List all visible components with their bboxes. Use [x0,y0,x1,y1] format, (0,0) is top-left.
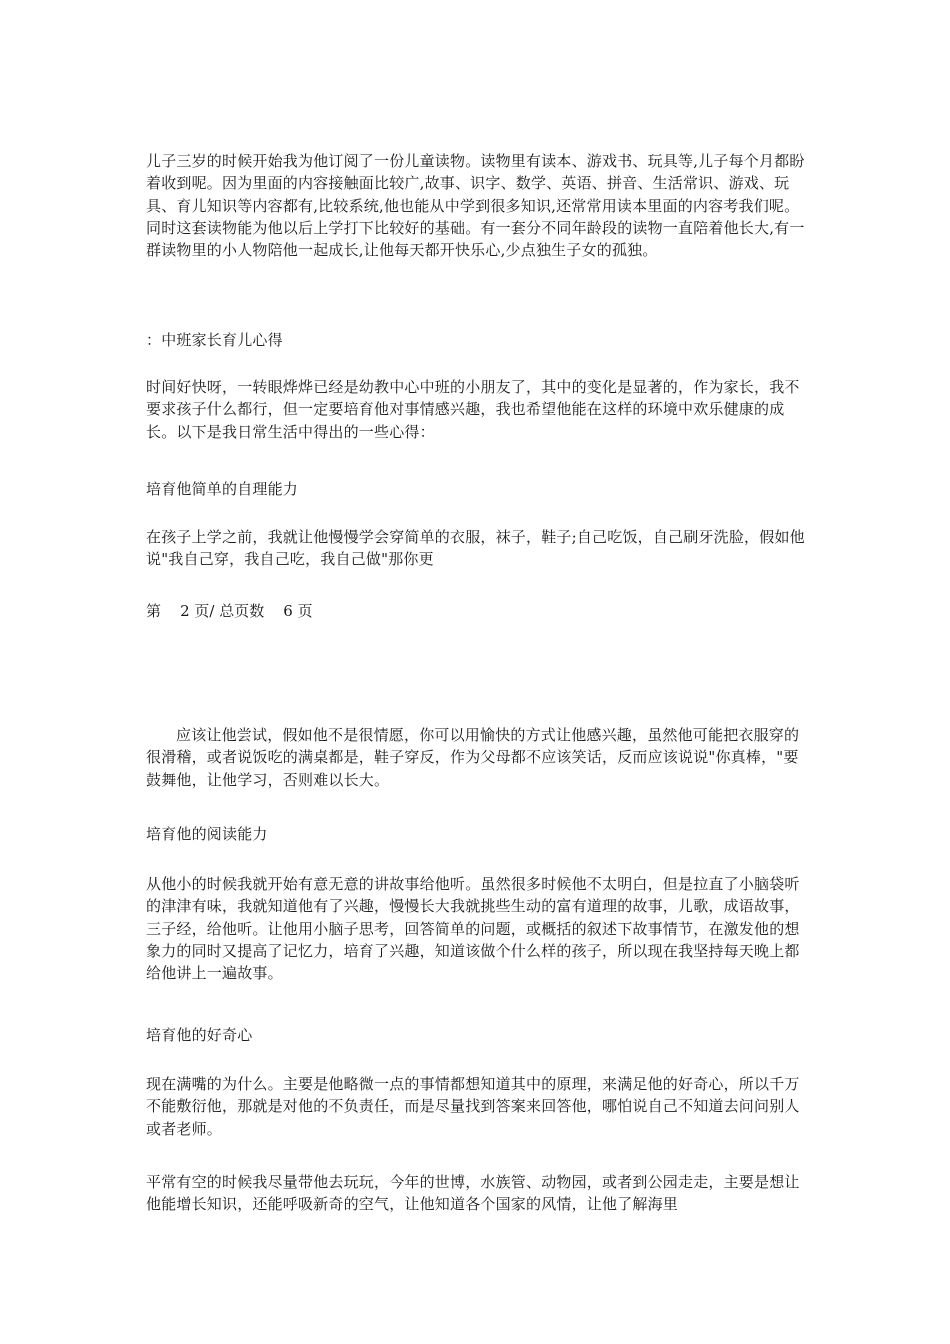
paragraph-intro: 时间好快呀，一转眼烨烨已经是幼教中心中班的小朋友了，其中的变化是显著的，作为家长，我不要求孩子什么都行，但一定要培育他对事情感兴趣，我也希望他能在这样的环境中欢乐健康的成长。以下是我日常生活中得出的一些心得： [146,378,800,441]
paragraph-outings: 平常有空的时候我尽量带他去玩玩，今年的世博，水族管、动物园，或者到公园走走，主要是想让他能增长知识，还能呼吸新奇的空气，让他知道各个国家的风情，让他了解海里 [146,1173,800,1214]
subheading-self-care: 培育他简单的自理能力 [146,480,299,498]
paragraph-curiosity: 现在满嘴的为什么。主要是他略微一点的事情都想知道其中的原理，来满足他的好奇心，所以千万不能敷衍他，那就是对他的不负责任，而是尽量找到答案来回答他，哪怕说自己不知道去问问别人或者老师。 [146,1075,800,1138]
paragraph-encourage: 应该让他尝试，假如他不是很情愿，你可以用愉快的方式让他感兴趣，虽然他可能把衣服穿的很滑稽，或者说饭吃的满桌都是，鞋子穿反，作为父母都不应该笑话，反而应该说说"你真棒，"要鼓舞他，让他学习，否则难以长大。 [146,726,800,789]
paragraph-reading: 从他小的时候我就开始有意无意的讲故事给他听。虽然很多时候他不太明白，但是拉直了小脑袋听的津津有味，我就知道他有了兴趣，慢慢长大我就挑些生动的富有道理的故事，儿歌，成语故事，三子经，给他听。让他用小脑子思考，回答简单的问题，或概括的叙述下故事情节，在激发他的想象力的同时又提高了记忆力，培育了兴趣，知道该做个什么样的孩子，所以现在我坚持每天晚上都给他讲上一遍故事。 [146,875,800,983]
page-footer: 第 2 页/ 总页数 6 页 [146,602,313,620]
subheading-reading: 培育他的阅读能力 [146,825,268,843]
section-heading: ：中班家长育儿心得 [146,331,283,349]
subheading-curiosity: 培育他的好奇心 [146,1026,253,1044]
paragraph-reading-subscription: 儿子三岁的时候开始我为他订阅了一份儿童读物。读物里有读本、游戏书、玩具等,儿子每个月都盼着收到呢。因为里面的内容接触面比较广,故事、识字、数学、英语、拼音、生活常识、游戏、玩具、育儿知识等内容都有,比较系统,他也能从中学到很多知识,还常常用读本里面的内容考我们呢。同时这套读物能为他以后上学打下比较好的基础。有一套分不同年龄段的读物一直陪着他长大,有一群读物里的小人物陪他一起成长,让他每天都开快乐心,少点独生子女的孤独。 [146,152,805,260]
paragraph-self-care: 在孩子上学之前，我就让他慢慢学会穿简单的衣服，袜子，鞋子;自己吃饭，自己刷牙洗脸，假如他说"我自己穿，我自己吃，我自己做"那你更 [146,528,805,569]
